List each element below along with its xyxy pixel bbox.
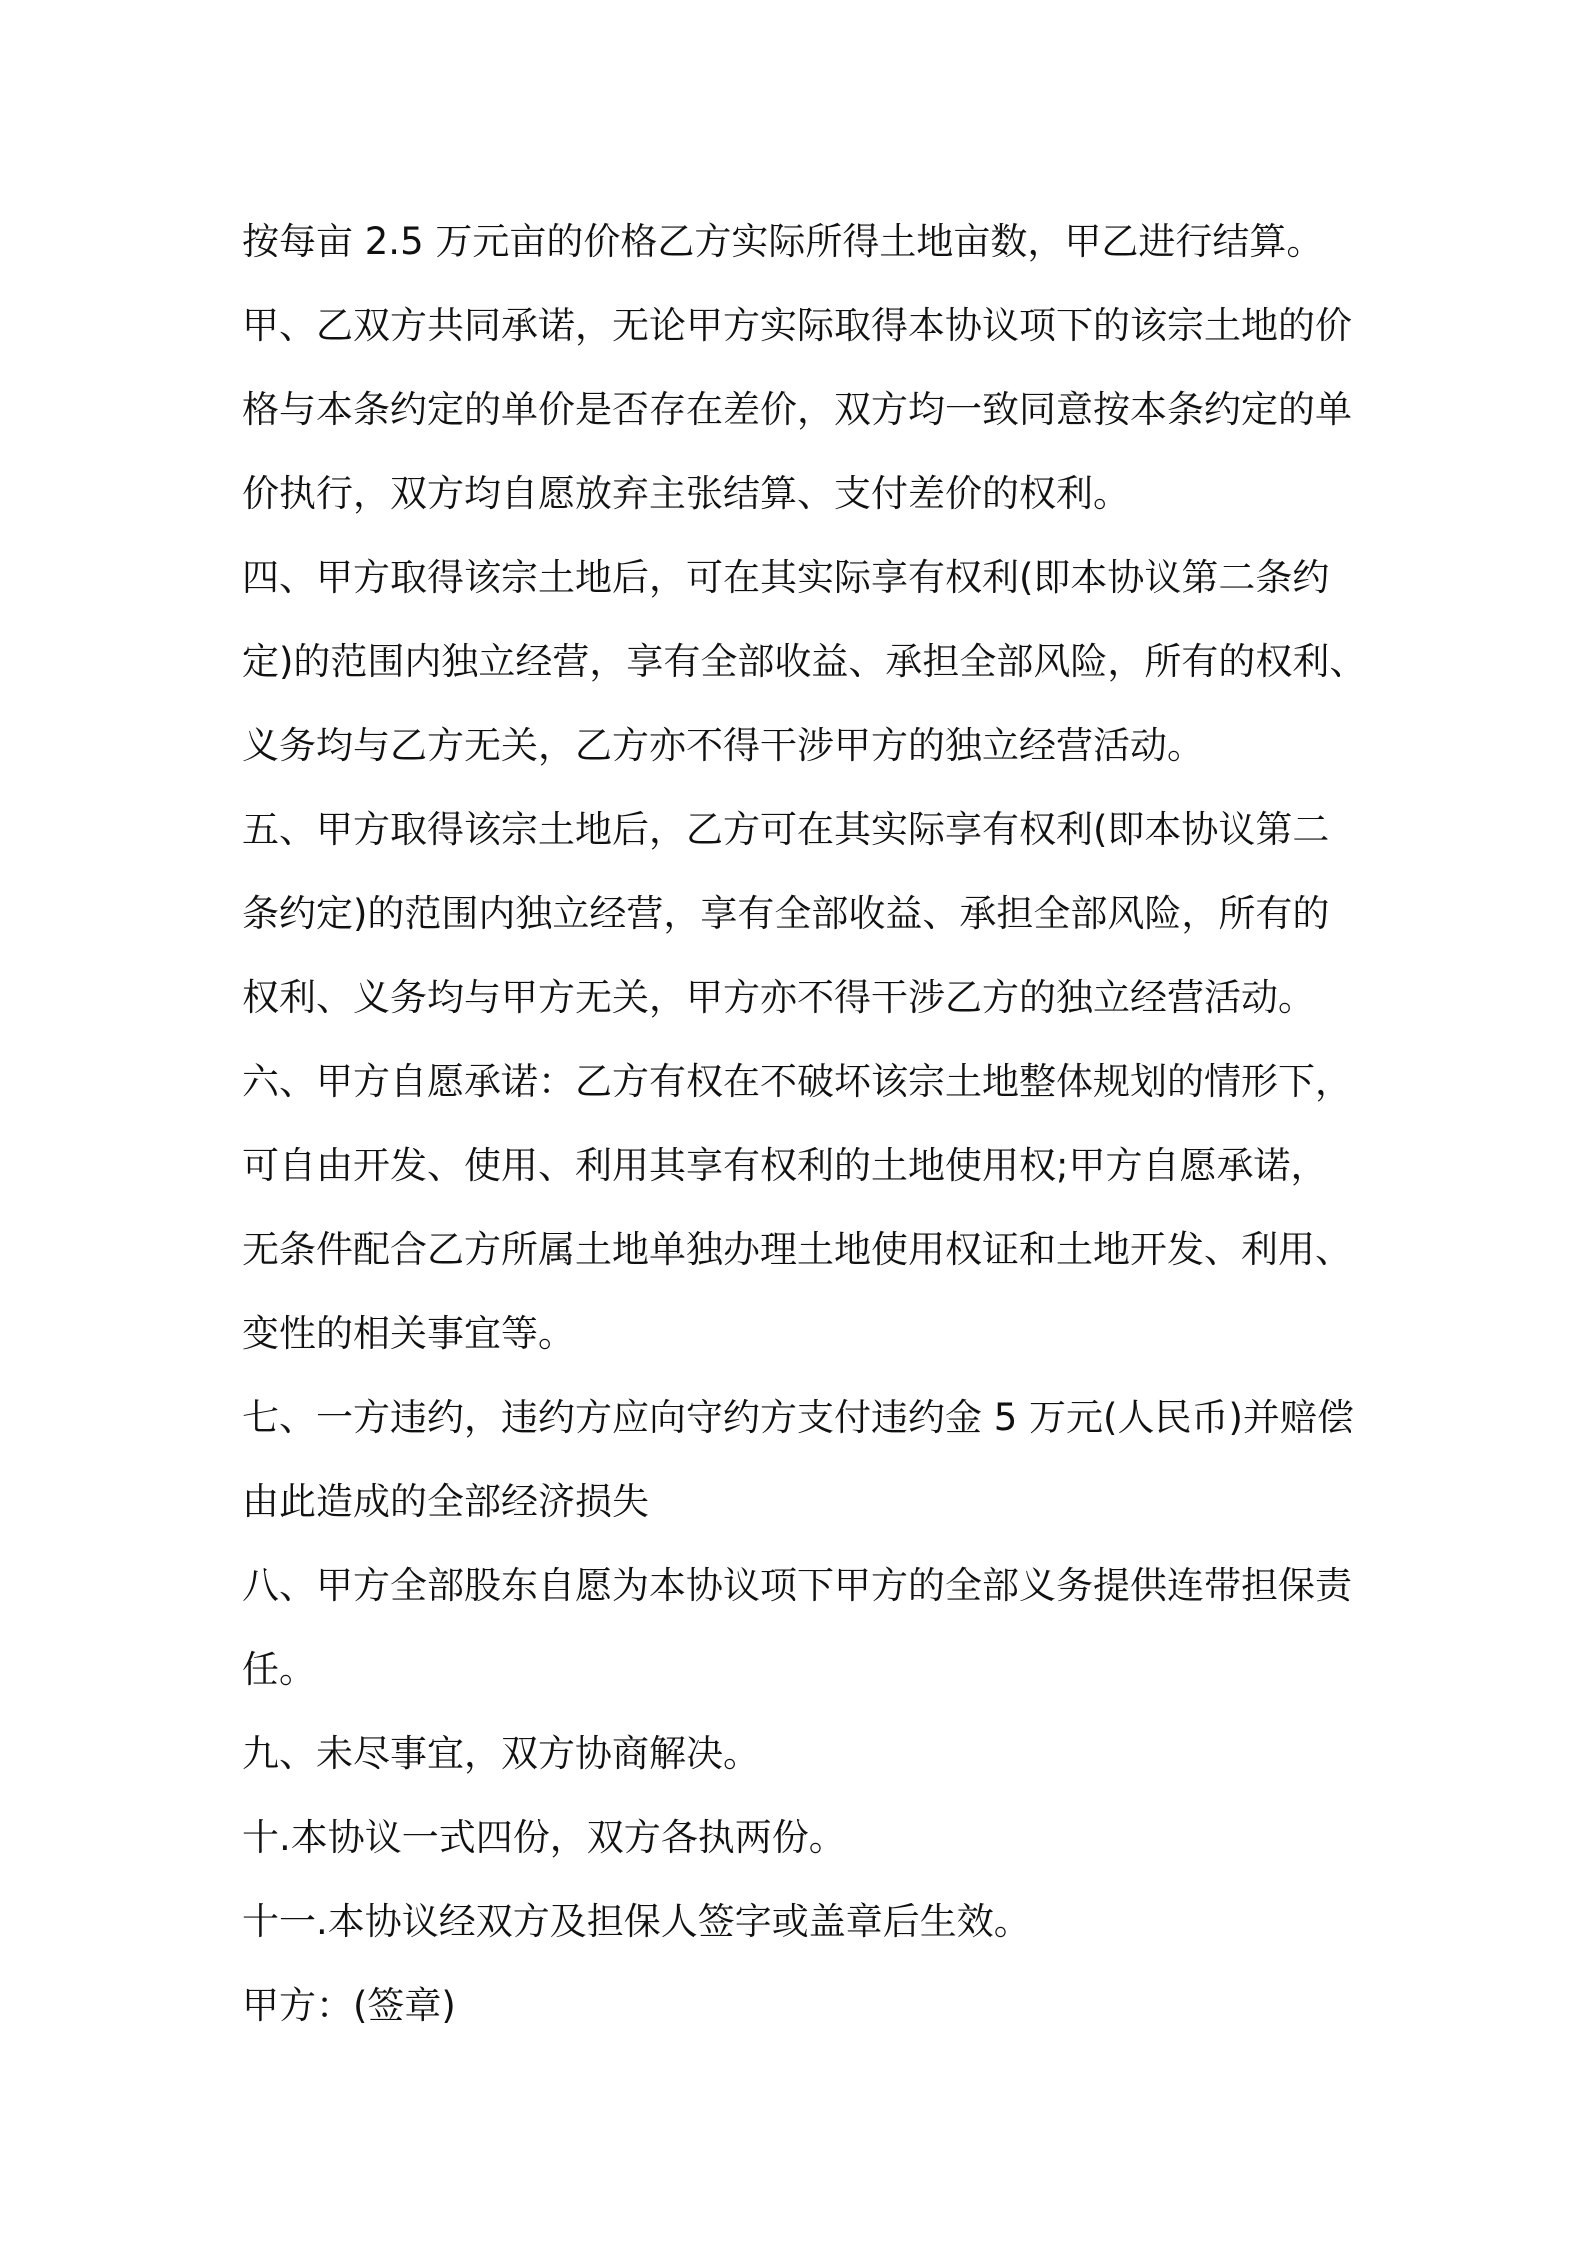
text-line-14: 变性的相关事宜等。 <box>242 1312 575 1355</box>
text-line-9: 条约定)的范围内独立经营，享有全部收益、承担全部风险，所有的 <box>242 892 1330 935</box>
text-line-16: 由此造成的全部经济损失 <box>242 1480 649 1523</box>
text-line-21: 十一.本协议经双方及担保人签字或盖章后生效。 <box>242 1900 1031 1943</box>
text-line-15: 七、一方违约，违约方应向守约方支付违约金 5 万元(人民币)并赔偿 <box>242 1396 1354 1439</box>
document-page <box>242 200 1372 2048</box>
text-line-8: 五、甲方取得该宗土地后，乙方可在其实际享有权利(即本协议第二 <box>242 808 1330 851</box>
text-line-13: 无条件配合乙方所属土地单独办理土地使用权证和土地开发、利用、 <box>242 1228 1352 1271</box>
text-line-7: 义务均与乙方无关，乙方亦不得干涉甲方的独立经营活动。 <box>242 724 1204 767</box>
text-line-5: 四、甲方取得该宗土地后，可在其实际享有权利(即本协议第二条约 <box>242 556 1330 599</box>
text-line-19: 九、未尽事宜，双方协商解决。 <box>242 1732 760 1775</box>
text-line-1: 按每亩 2.5 万元亩的价格乙方实际所得土地亩数，甲乙进行结算。 <box>242 220 1324 263</box>
text-line-12: 可自由开发、使用、利用其享有权利的土地使用权;甲方自愿承诺， <box>242 1144 1328 1187</box>
text-line-2: 甲、乙双方共同承诺，无论甲方实际取得本协议项下的该宗土地的价 <box>242 304 1352 347</box>
text-line-3: 格与本条约定的单价是否存在差价，双方均一致同意按本条约定的单 <box>242 388 1352 431</box>
text-line-10: 权利、义务均与甲方无关，甲方亦不得干涉乙方的独立经营活动。 <box>242 976 1315 1019</box>
text-line-6: 定)的范围内独立经营，享有全部收益、承担全部风险，所有的权利、 <box>242 640 1367 683</box>
signature-line-party-a: 甲方：(签章) <box>242 1984 456 2027</box>
text-line-4: 价执行，双方均自愿放弃主张结算、支付差价的权利。 <box>242 472 1130 515</box>
text-line-17: 八、甲方全部股东自愿为本协议项下甲方的全部义务提供连带担保责 <box>242 1564 1352 1607</box>
text-line-11: 六、甲方自愿承诺：乙方有权在不破坏该宗土地整体规划的情形下， <box>242 1060 1352 1103</box>
text-line-18: 任。 <box>242 1648 316 1691</box>
text-line-20: 十.本协议一式四份，双方各执两份。 <box>242 1816 846 1859</box>
